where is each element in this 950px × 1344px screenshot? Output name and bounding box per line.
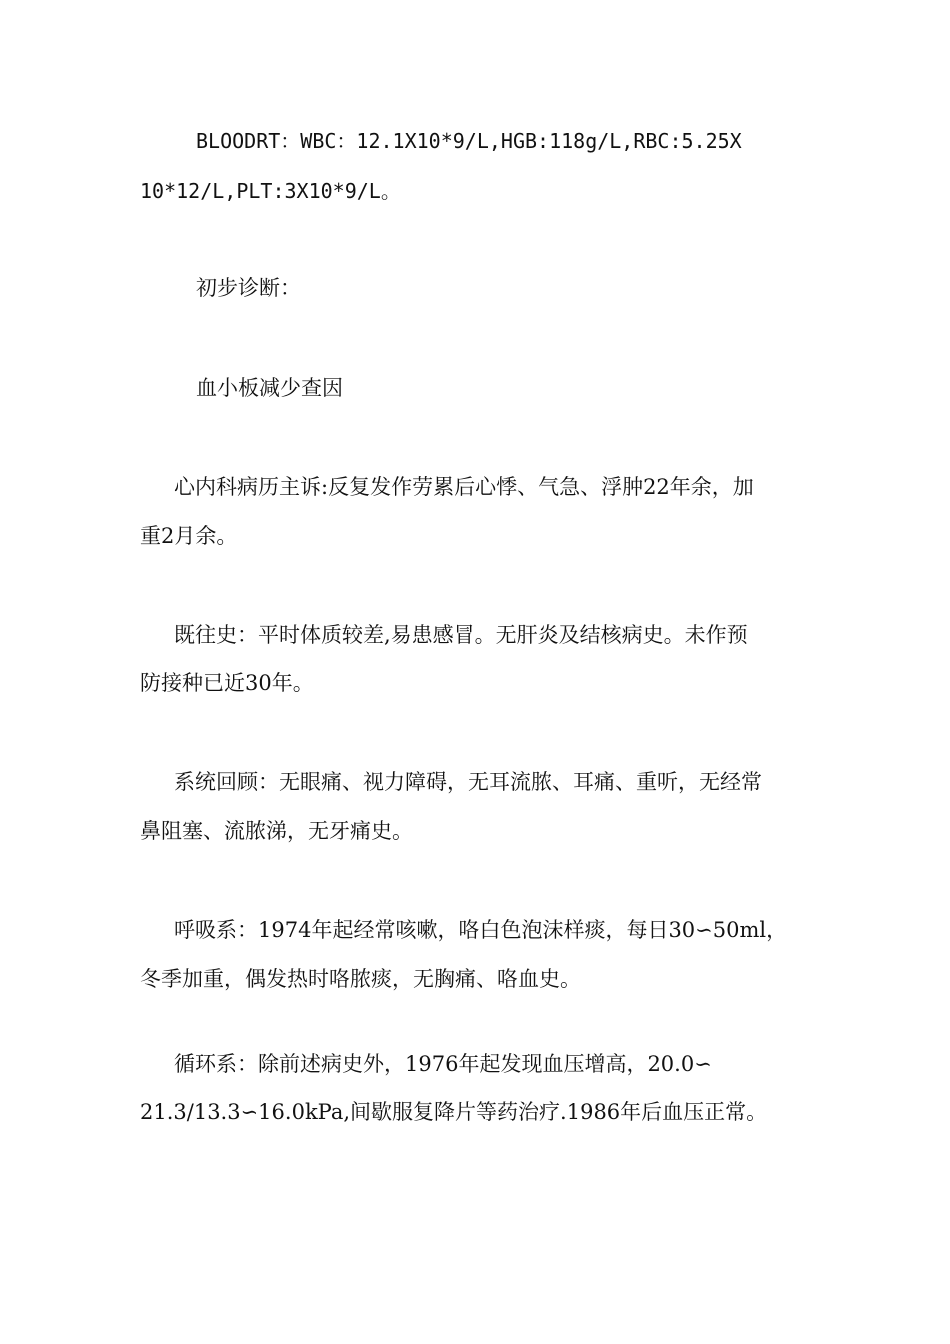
prelim-diagnosis-value: 血小板减少查因	[196, 376, 343, 400]
prelim-diagnosis-heading: 初步诊断：	[196, 276, 301, 300]
cardiology-complaint-line-1: 心内科病历主诉:反复发作劳累后心悸、气急、浮肿22年余，加	[174, 475, 754, 499]
system-review-line-2: 鼻阻塞、流脓涕，无牙痛史。	[140, 819, 413, 843]
blood-rt-line-2: 10*12/L,PLT:3X10*9/L。	[140, 179, 401, 203]
cardiology-complaint-line-2: 重2月余。	[140, 524, 238, 548]
circulatory-line-2: 21.3/13.3∽16.0kPa,间歇服复降片等药治疗.1986年后血压正常。	[140, 1100, 768, 1124]
past-history-line-1: 既往史：平时体质较差,易患感冒。无肝炎及结核病史。未作预	[174, 623, 748, 647]
respiratory-line-2: 冬季加重，偶发热时咯脓痰，无胸痛、咯血史。	[140, 967, 581, 991]
system-review-line-1: 系统回顾：无眼痛、视力障碍，无耳流脓、耳痛、重听，无经常	[174, 770, 762, 794]
blood-rt-line-1: BLOODRT：WBC：12.1X10*9/L,HGB:118g/L,RBC:5.25X	[196, 129, 742, 153]
circulatory-line-1: 循环系：除前述病史外，1976年起发现血压增高，20.0∽	[174, 1052, 712, 1076]
respiratory-line-1: 呼吸系：1974年起经常咳嗽，咯白色泡沫样痰，每日30∽50ml，	[174, 918, 788, 942]
past-history-line-2: 防接种已近30年。	[140, 671, 314, 695]
